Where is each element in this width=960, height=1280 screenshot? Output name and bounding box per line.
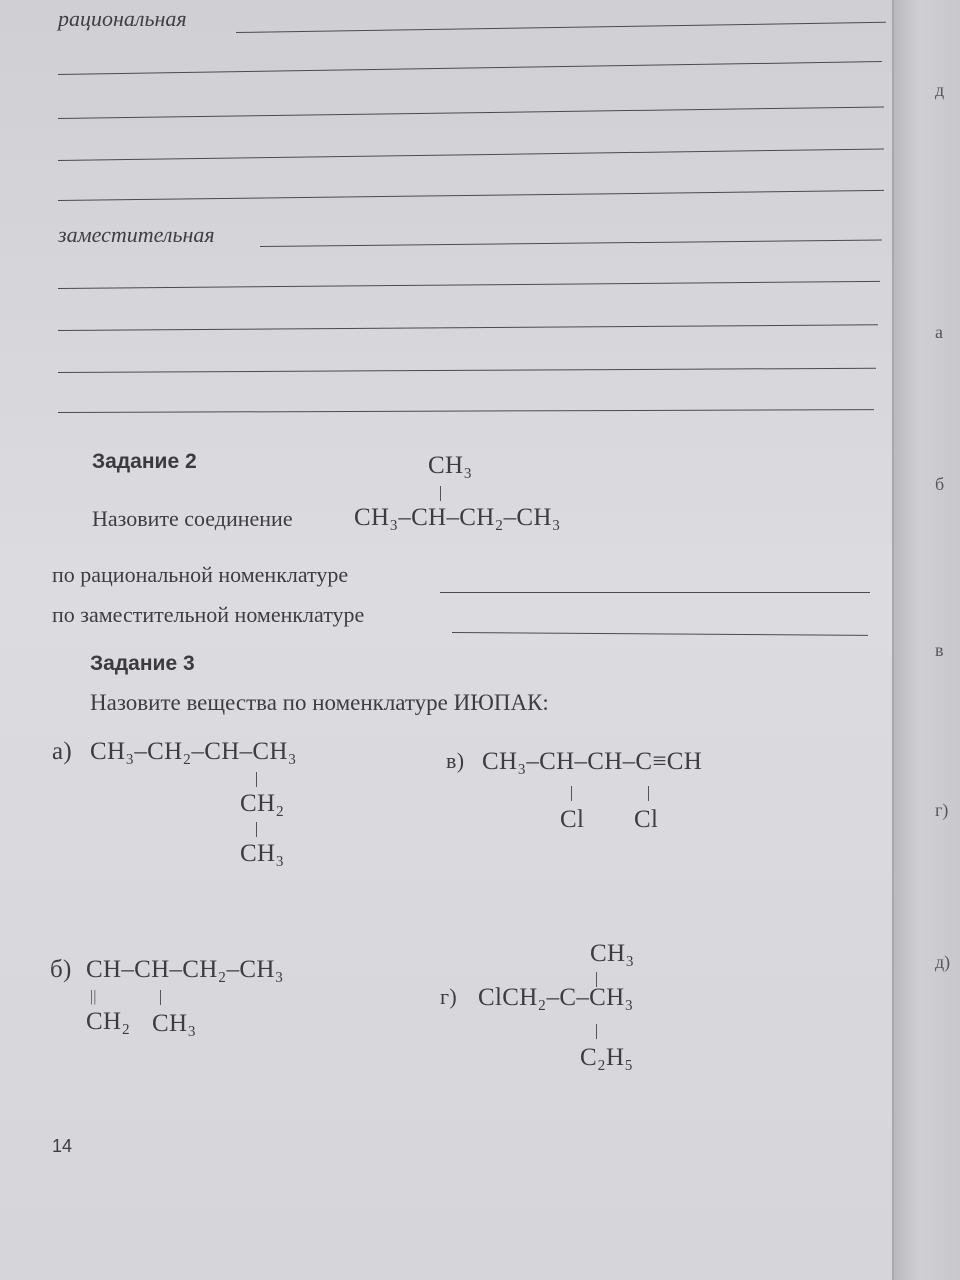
compound-v-chlorine-1: Cl [560,806,585,833]
compound-b-chain: CH–CH–CH₂–CH₃ [86,956,284,983]
task2-rational-label: по рациональной номенклатуре [52,562,349,587]
edge-letter: д) [935,952,951,972]
answer-line[interactable] [58,61,882,75]
bond-line [571,786,572,801]
compound-b-label: б) [50,956,72,983]
bond-line [648,786,649,801]
bond-line [160,990,161,1005]
answer-line[interactable] [236,22,886,33]
compound-a-label: а) [52,738,73,765]
answer-line[interactable] [58,148,884,161]
compound-b-substituent-ch2: CH₂ [86,1008,131,1035]
answer-line[interactable] [260,239,882,247]
edge-letter: в [935,640,944,660]
compound-v-chlorine-2: Cl [634,806,659,833]
substitutive-label: заместительная [58,222,215,247]
double-bond-mark: || [90,988,97,1005]
compound-v-label: в) [446,748,465,773]
bond-line [256,822,257,837]
next-page-edge [894,0,960,1280]
compound-a-chain: CH₃–CH₂–CH–CH₃ [90,738,297,765]
compound-v-chain: CH₃–CH–CH–C≡CH [482,748,703,775]
compound-b-substituent-ch3: CH₃ [152,1010,197,1037]
answer-line[interactable] [58,368,876,373]
answer-line[interactable] [58,190,884,201]
rational-label: рациональная [58,6,187,31]
edge-letter: г) [935,800,949,820]
task2-title: Задание 2 [92,450,197,473]
compound-a-substituent-ch2: CH₂ [240,790,285,817]
compound-a-substituent-ch3: CH₃ [240,840,285,867]
answer-line[interactable] [58,106,884,119]
page-number: 14 [52,1136,73,1156]
answer-line[interactable] [440,592,870,593]
answer-line[interactable] [58,281,880,289]
compound-g-label: г) [440,984,457,1009]
task2-prompt: Назовите соединение [92,506,293,531]
answer-line[interactable] [452,632,868,636]
task2-formula: CH₃–CH–CH₂–CH₃ [354,504,561,531]
task3-title: Задание 3 [90,652,195,675]
compound-g-chain: ClCH₂–C–CH₃ [478,984,634,1011]
compound-g-top-ch3: CH₃ [590,940,635,967]
edge-letter: б [935,474,945,494]
task2-branch: CH₃ [428,452,473,479]
bond-line [440,486,441,501]
task3-prompt: Назовите вещества по номенклатуре ИЮПАК: [90,690,549,715]
edge-letter: д [935,80,945,100]
edge-letter: а [935,322,943,342]
bond-line [596,1024,597,1039]
compound-g-bottom-c2h5: C₂H₅ [580,1044,634,1071]
bond-line [256,772,257,787]
task2-substitutive-label: по заместительной номенклатуре [52,602,365,627]
answer-line[interactable] [58,324,878,331]
answer-line[interactable] [58,409,874,413]
